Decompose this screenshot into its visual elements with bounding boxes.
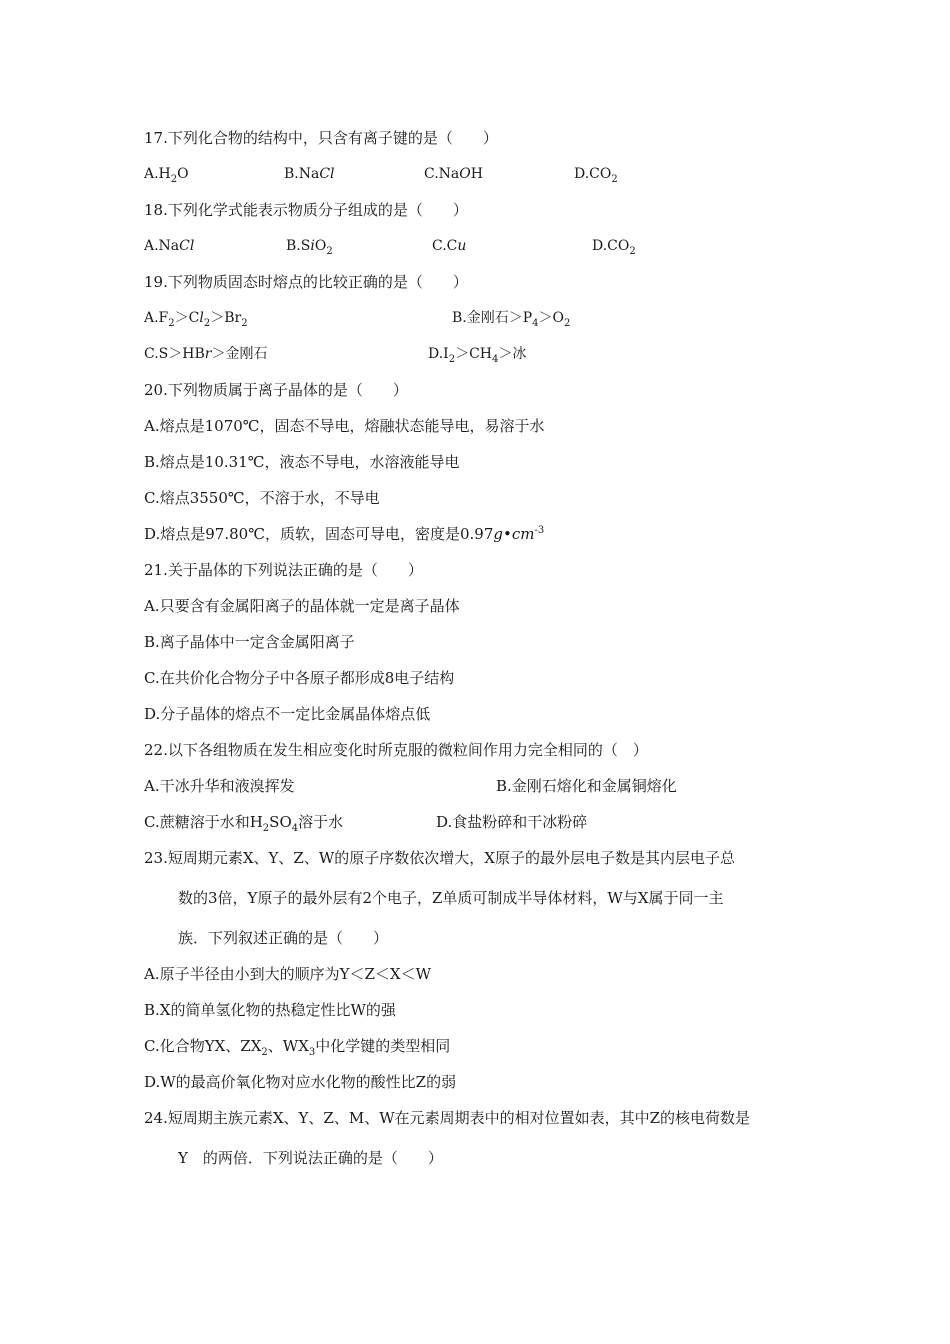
q17-option-a: $A.H_2O$ <box>144 166 189 185</box>
q21-option-b: B.离子晶体中一定含金属阳离子 <box>144 633 355 651</box>
q18-stem: 18.下列化学式能表示物质分子组成的是（ ） <box>144 201 468 219</box>
q23-stem-line1: 23.短周期元素X、Y、Z、W的原子序数依次增大，X原子的最外层电子数是其内层电子总 <box>144 849 735 867</box>
q20-option-a: A.熔点是1070℃，固态不导电，熔融状态能导电，易溶于水 <box>144 417 545 435</box>
q23-stem-line3: 族．下列叙述正确的是（ ） <box>178 929 389 947</box>
q17-option-c: C.NaOH <box>424 166 483 182</box>
q18-option-b: B.SiO$_2$ <box>286 238 333 257</box>
q21-option-d: D.分子晶体的熔点不一定比金属晶体熔点低 <box>144 705 431 723</box>
q23-stem-line2: 数的3倍，Y原子的最外层有2个电子，Z单质可制成半导体材料，W与X属于同一主 <box>178 889 724 907</box>
q19-option-c: C.S＞HBr＞金刚石 <box>144 346 268 362</box>
q19-option-d: $D.I_2>CH_4>$冰 <box>428 346 527 365</box>
q22-option-c: C.蔗糖溶于水和$H_2SO_4$溶于水 <box>144 813 344 834</box>
q23-option-c: C.化合物YX、$ZX_2$、$WX_3$中化学键的类型相同 <box>144 1037 451 1058</box>
q20-option-d: D.熔点是97.80℃，质软，固态可导电，密度是$0.97g•cm^{-3}$ <box>144 525 545 543</box>
q21-option-c: C.在共价化合物分子中各原子都形成8电子结构 <box>144 669 455 687</box>
q18-option-a: A.NaCl <box>144 238 195 254</box>
q18-option-c: C.Cu <box>432 238 467 254</box>
q17-option-b: B.NaCl <box>284 166 335 182</box>
q23-option-d: D.W的最高价氧化物对应水化物的酸性比Z的弱 <box>144 1073 457 1091</box>
q21-stem: 21.关于晶体的下列说法正确的是（ ） <box>144 561 423 579</box>
q17-option-d: $D.CO_2$ <box>574 166 618 185</box>
q22-stem: 22.以下各组物质在发生相应变化时所克服的微粒间作用力完全相同的（ ） <box>144 741 648 759</box>
q20-stem: 20.下列物质属于离子晶体的是（ ） <box>144 381 408 399</box>
q24-stem-line2: Y 的两倍．下列说法正确的是（ ） <box>178 1149 443 1167</box>
q18-option-d: $D.CO_2$ <box>592 238 636 257</box>
q19-option-b: B.金刚石$>P_4>O_2$ <box>452 310 571 329</box>
q17-stem: 17.下列化合物的结构中，只含有离子键的是（ ） <box>144 129 498 147</box>
q24-stem-line1: 24.短周期主族元素X、Y、Z、M、W在元素周期表中的相对位置如表，其中Z的核电荷数是 <box>144 1109 751 1127</box>
q21-option-a: A.只要含有金属阳离子的晶体就一定是离子晶体 <box>144 597 460 615</box>
q22-option-b: B.金刚石熔化和金属铜熔化 <box>496 777 677 795</box>
q19-stem: 19.下列物质固态时熔点的比较正确的是（ ） <box>144 273 468 291</box>
q23-option-a: A.原子半径由小到大的顺序为Y＜Z＜X＜W <box>144 965 432 983</box>
q22-option-d: D.食盐粉碎和干冰粉碎 <box>436 813 588 831</box>
q22-option-a: A.干冰升华和液溴挥发 <box>144 777 295 795</box>
q20-option-c: C.熔点3550℃，不溶于水，不导电 <box>144 489 380 507</box>
q23-option-b: B.X的简单氢化物的热稳定性比W的强 <box>144 1001 396 1019</box>
q20-option-b: B.熔点是10.31℃，液态不导电，水溶液能导电 <box>144 453 460 471</box>
q19-option-a: $A.F_2>Cl_2>Br_2$ <box>144 310 248 329</box>
